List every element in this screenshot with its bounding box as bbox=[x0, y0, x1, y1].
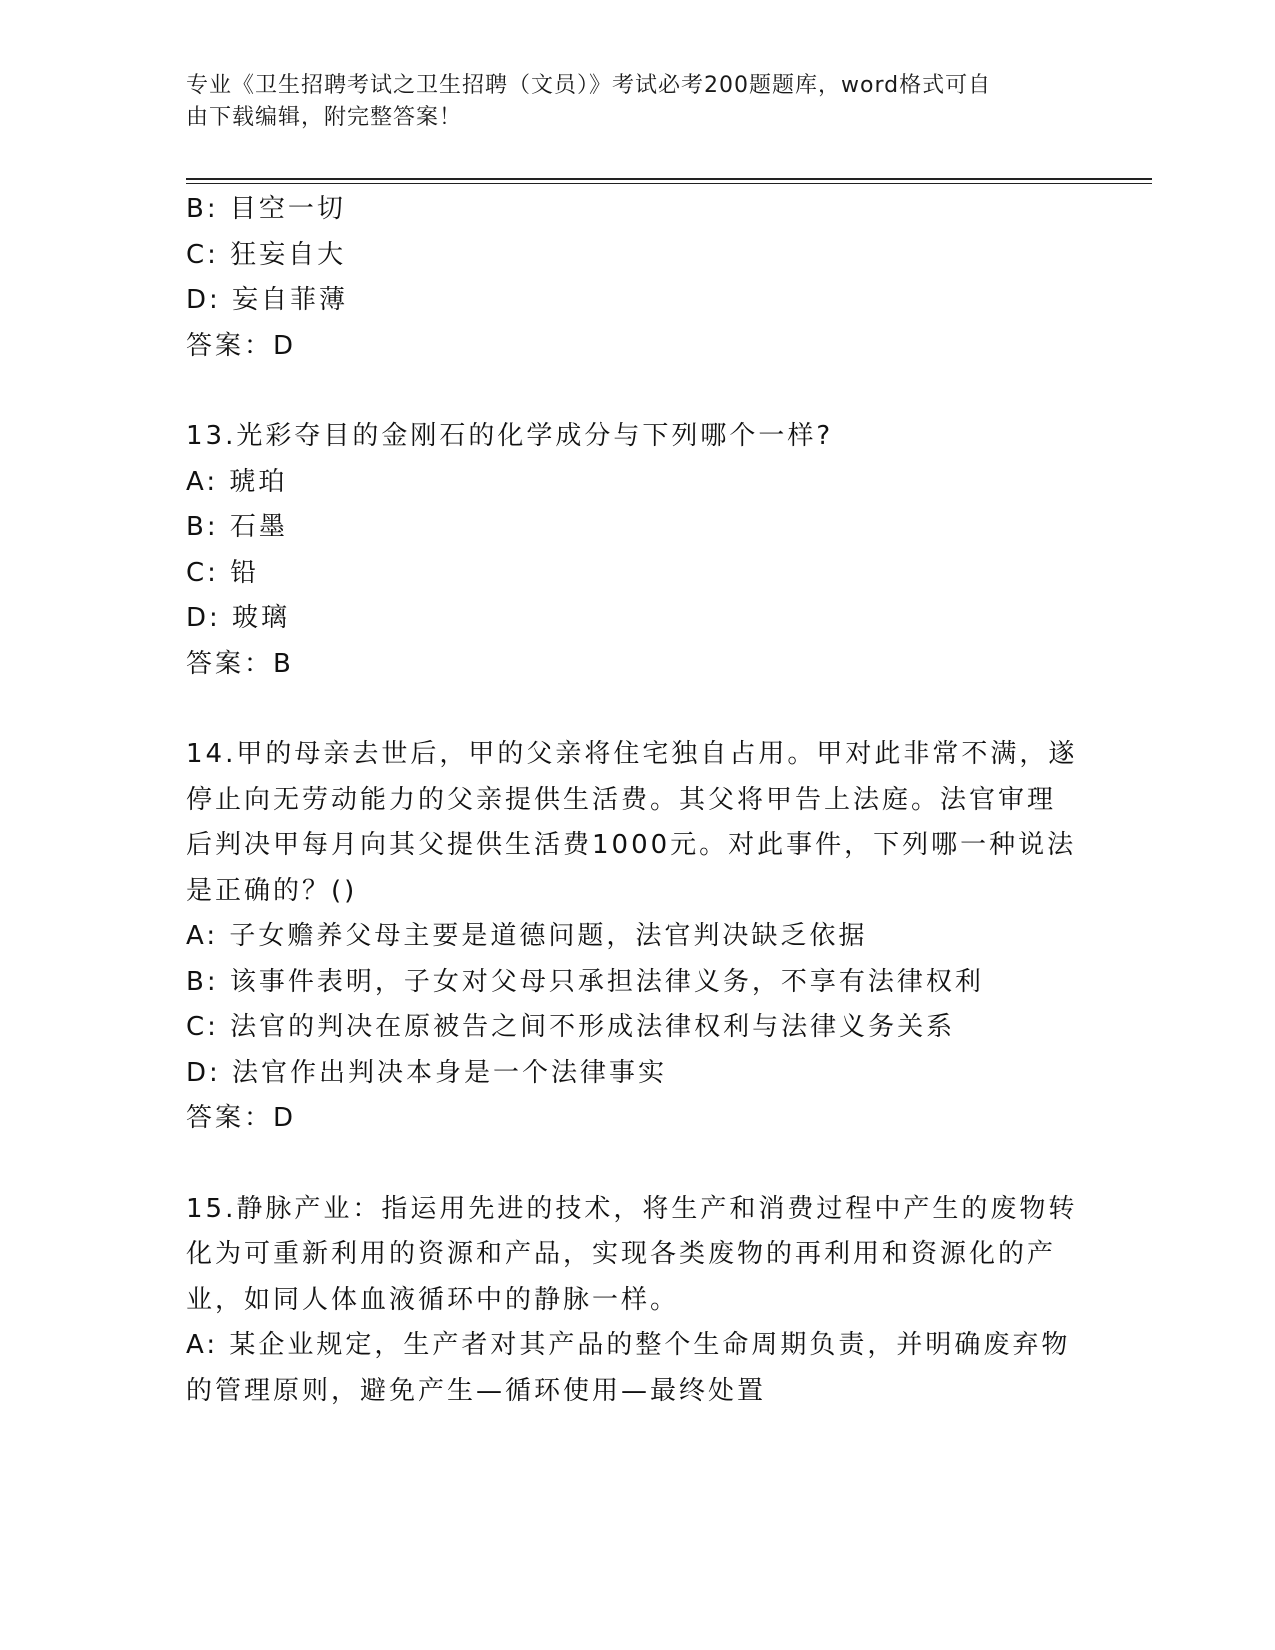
option-a-line-2: 的管理原则，避免产生—循环使用—最终处置 bbox=[186, 1375, 767, 1406]
question-text-line-1: 14.甲的母亲去世后，甲的父亲将住宅独自占用。甲对此非常不满，遂 bbox=[186, 739, 1078, 769]
question-text-line-2: 停止向无劳动能力的父亲提供生活费。其父将甲告上法庭。法官审理 bbox=[186, 784, 1057, 815]
option-d: D: 法官作出判决本身是一个法律事实 bbox=[186, 1057, 668, 1088]
question-text-line-4: 是正确的？() bbox=[186, 875, 358, 906]
question-text-line-3: 业，如同人体血液循环中的静脉一样。 bbox=[186, 1284, 680, 1315]
question-12-tail bbox=[186, 187, 1076, 369]
page-header bbox=[186, 70, 1066, 134]
option-b: B: 石墨 bbox=[186, 512, 288, 542]
option-c: C: 法官的判决在原被告之间不形成法律权利与法律义务关系 bbox=[186, 1012, 956, 1042]
option-b: B: 目空一切 bbox=[186, 194, 346, 224]
header-line-2: 由下载编辑，附完整答案！ bbox=[186, 105, 463, 130]
answer: 答案：D bbox=[186, 1103, 297, 1133]
header-divider-thick bbox=[186, 178, 1152, 180]
question-text-line-1: 15.静脉产业：指运用先进的技术，将生产和消费过程中产生的废物转 bbox=[186, 1193, 1078, 1224]
option-a: A: 琥珀 bbox=[186, 466, 288, 497]
question-text-line-2: 化为可重新利用的资源和产品，实现各类废物的再利用和资源化的产 bbox=[186, 1239, 1057, 1269]
header-line-1: 专业《卫生招聘考试之卫生招聘（文员）》考试必考200题题库，word格式可自 bbox=[186, 73, 992, 98]
option-b: B: 该事件表明，子女对父母只承担法律义务，不享有法律权利 bbox=[186, 966, 984, 997]
answer: 答案：D bbox=[186, 330, 297, 361]
option-c: C: 狂妄自大 bbox=[186, 239, 347, 270]
question-15 bbox=[186, 1187, 1076, 1415]
option-a-line-1: A: 某企业规定，生产者对其产品的整个生命周期负责，并明确废弃物 bbox=[186, 1330, 1071, 1360]
answer: 答案：B bbox=[186, 648, 294, 679]
header-divider-thin bbox=[186, 183, 1152, 184]
question-13 bbox=[186, 414, 1076, 687]
page-content bbox=[186, 187, 1076, 1414]
option-d: D: 玻璃 bbox=[186, 603, 291, 633]
option-a: A: 子女赡养父母主要是道德问题，法官判决缺乏依据 bbox=[186, 921, 868, 951]
option-c: C: 铅 bbox=[186, 557, 260, 588]
question-14 bbox=[186, 732, 1076, 1142]
question-text-line-3: 后判决甲每月向其父提供生活费1000元。对此事件，下列哪一种说法 bbox=[186, 830, 1077, 860]
question-text: 13.光彩夺目的金刚石的化学成分与下列哪个一样? bbox=[186, 421, 834, 451]
option-d: D: 妄自菲薄 bbox=[186, 285, 349, 315]
